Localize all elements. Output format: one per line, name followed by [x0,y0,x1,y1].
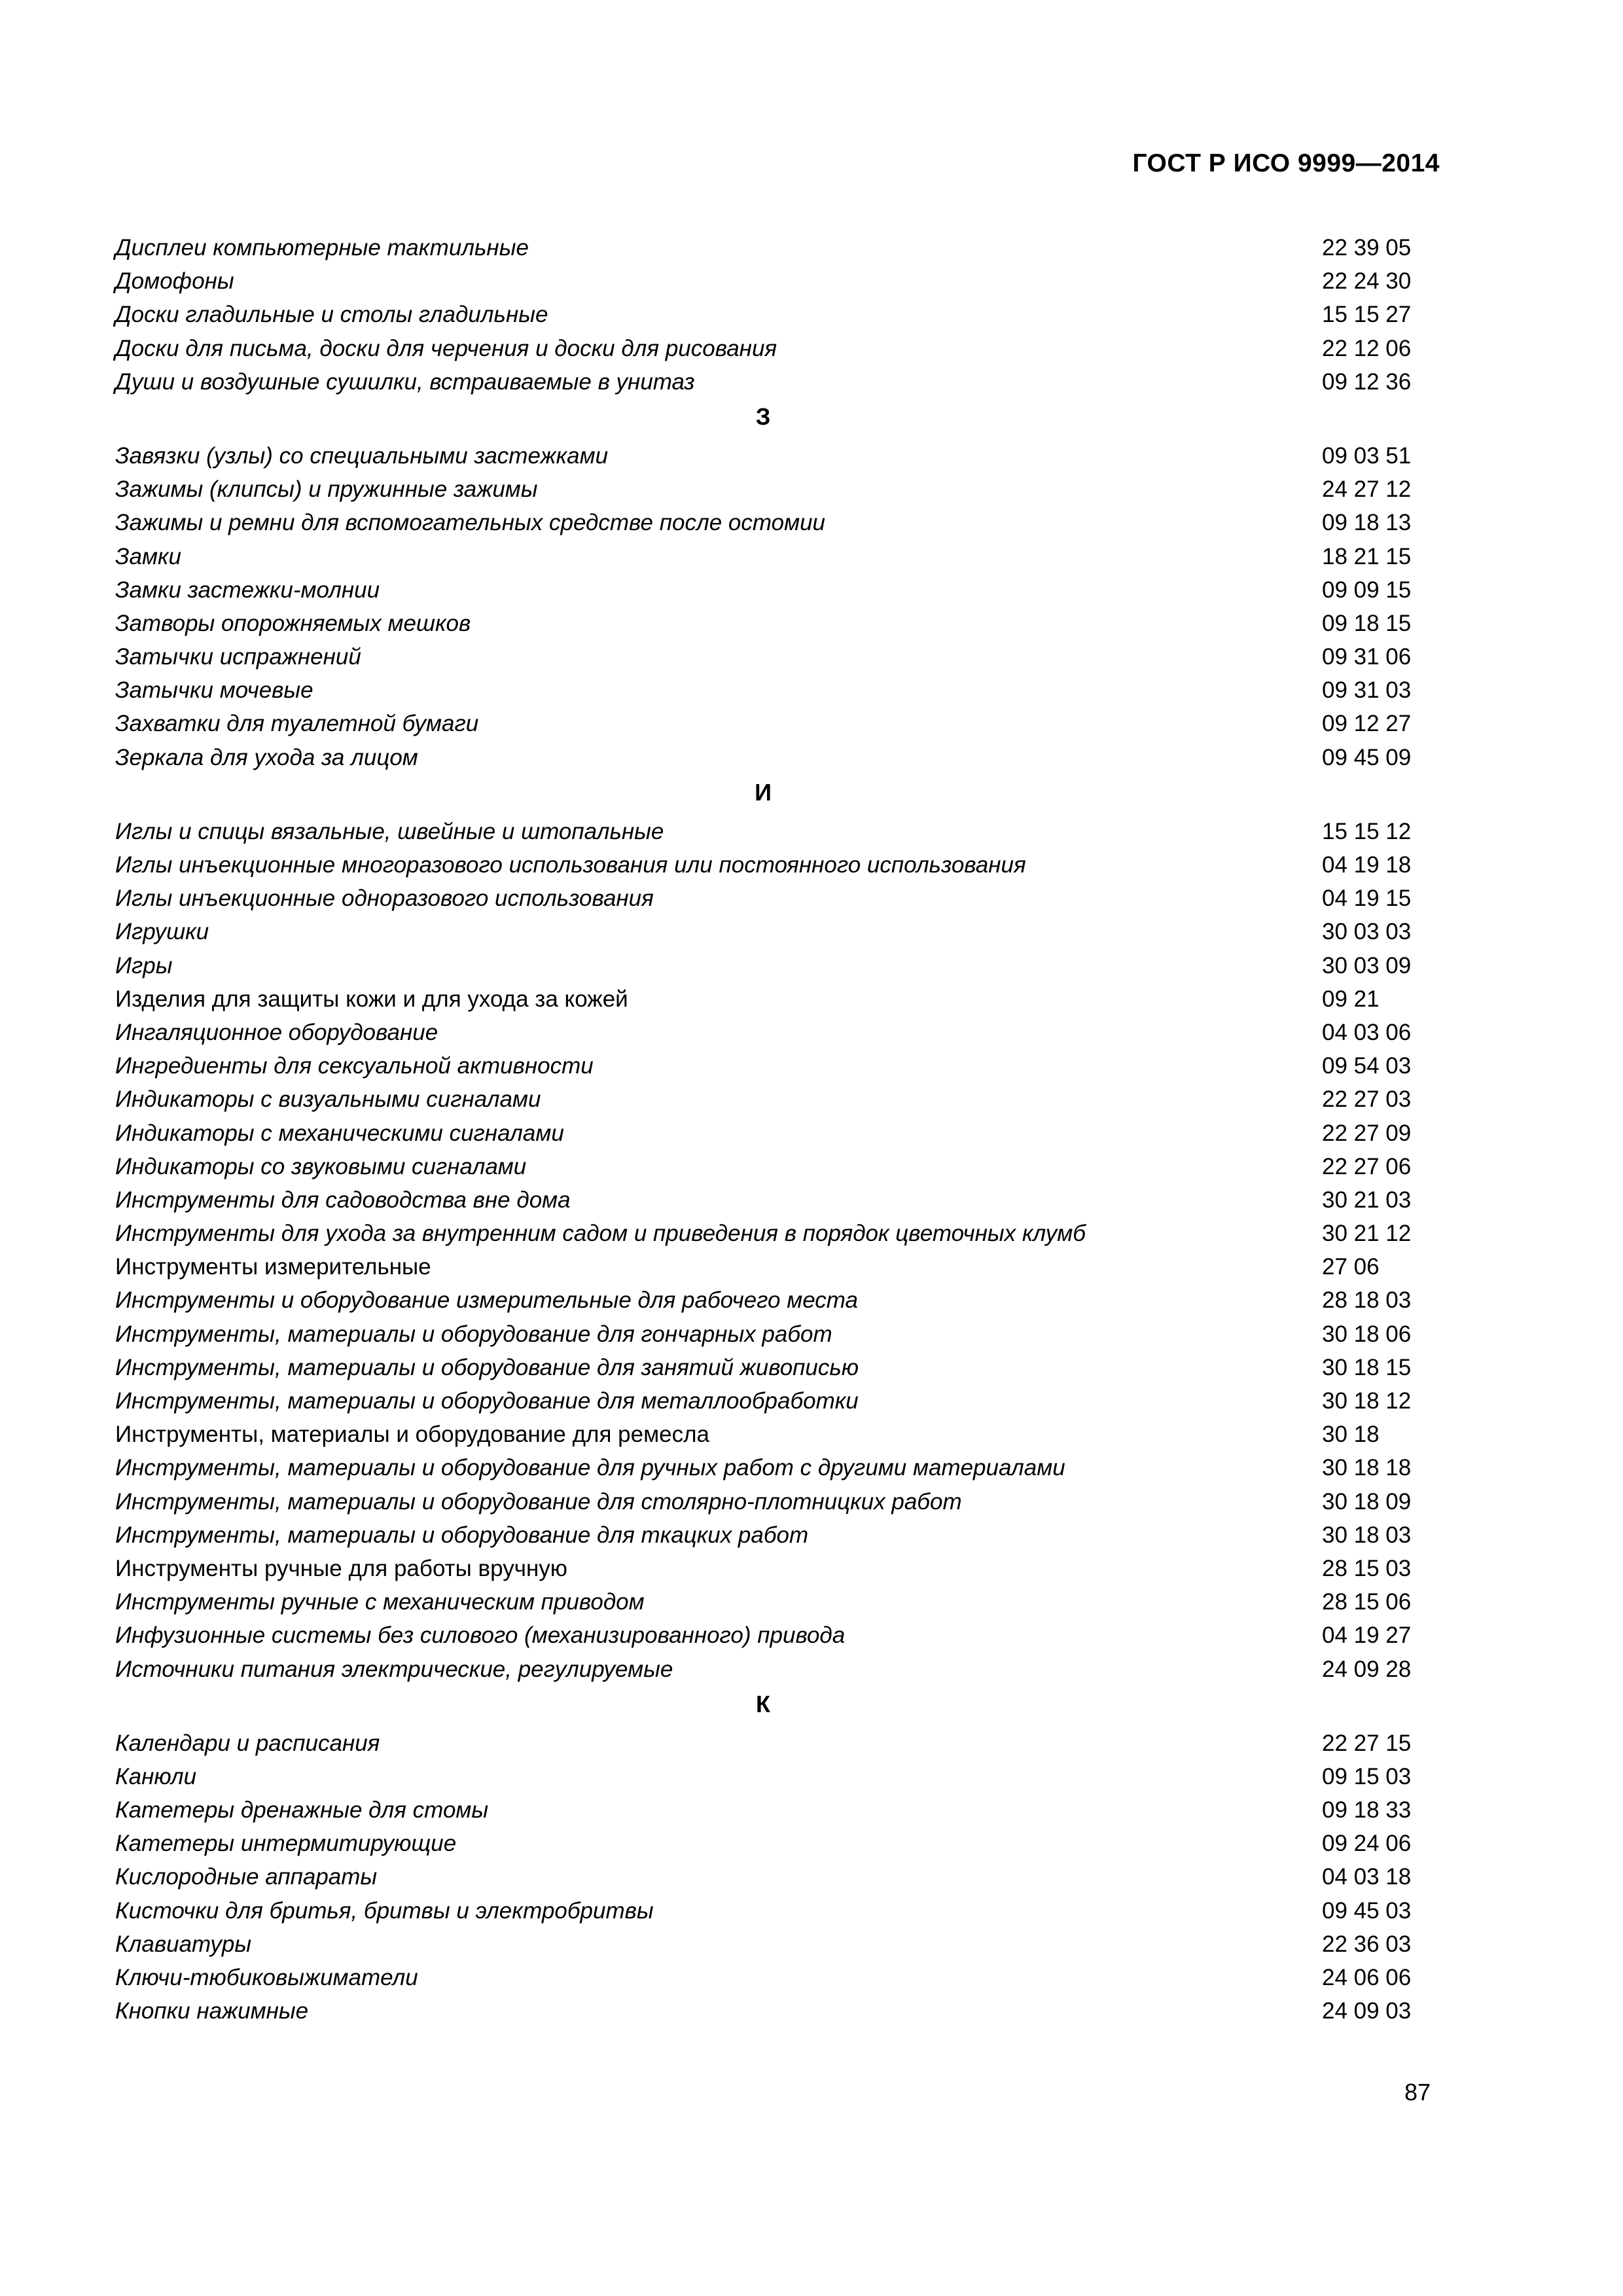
index-entry [115,1619,1431,1652]
entry-term: Инструменты для садоводства вне дома [115,1187,571,1213]
index-entry [115,1485,1431,1518]
entry-code: 09 18 15 [1322,610,1412,636]
entry-term: Игрушки [115,919,209,945]
entry-code: 30 21 12 [1322,1221,1412,1247]
entry-code: 30 18 12 [1322,1388,1412,1414]
entry-code: 30 18 09 [1322,1488,1412,1515]
entry-code: 30 18 18 [1322,1455,1412,1481]
entry-term: Зажимы и ремни для вспомогательных средстве после остомии [115,510,825,536]
entry-code: 09 21 [1322,986,1380,1012]
entry-term: Катетеры дренажные для стомы [115,1797,489,1823]
entry-code: 24 27 12 [1322,476,1412,503]
entry-code: 24 06 06 [1322,1965,1412,1990]
index-entry [115,1183,1431,1217]
index-entry [115,640,1431,673]
entry-term: Катетеры интермитирующие [115,1831,457,1857]
entry-code: 22 27 03 [1322,1086,1412,1113]
entry-code: 27 06 [1322,1254,1380,1280]
entry-code: 22 24 30 [1322,268,1412,295]
entry-code: 30 18 15 [1322,1354,1412,1380]
entry-term: Инструменты, материалы и оборудование для металлообработки [115,1388,859,1414]
index-entry [115,1083,1431,1116]
index-entry [115,1793,1431,1827]
entry-term: Инструменты, материалы и оборудование для столярно-плотницких работ [115,1488,962,1515]
index-list [115,231,1431,2028]
entry-code: 22 27 09 [1322,1120,1412,1146]
entry-term: Дисплеи компьютерные тактильные [115,235,529,260]
entry-term: Затычки испражнений [115,644,361,670]
entry-code: 09 45 03 [1322,1897,1412,1924]
index-section [115,231,1431,399]
index-entry [115,673,1431,707]
section-letter: И [755,778,772,806]
entry-term: Инструменты, материалы и оборудование для гончарных работ [115,1321,832,1347]
entry-code: 09 12 36 [1322,368,1412,395]
entry-term: Источники питания электрические, регулируемые [115,1656,673,1682]
index-entry [115,506,1431,539]
entry-code: 09 31 06 [1322,644,1412,670]
entry-term: Инструменты и оборудование измерительные для рабочего места [115,1287,859,1314]
entry-term: Индикаторы с механическими сигналами [115,1120,564,1146]
entry-term: Кисточки для бритья, бритвы и электробритвы [115,1897,654,1924]
entry-term: Инструменты измерительные [115,1254,431,1280]
entry-term: Ключи-тюбиковыжиматели [115,1965,418,1990]
entry-term: Инструменты для ухода за внутренним садом и приведения в порядок цветочных клумб [115,1221,1086,1247]
index-entry [115,848,1431,882]
index-entry [115,815,1431,848]
index-entry [115,741,1431,774]
index-entry [115,1250,1431,1283]
entry-code: 28 15 03 [1322,1555,1412,1581]
section-letter: З [755,403,771,430]
index-entry [115,1016,1431,1049]
index-entry [115,1653,1431,1686]
entry-code: 30 21 03 [1322,1187,1412,1213]
entry-code: 09 09 15 [1322,577,1412,603]
index-entry [115,1318,1431,1351]
entry-code: 24 09 28 [1322,1656,1412,1682]
entry-term: Кислородные аппараты [115,1864,378,1890]
entry-code: 22 27 06 [1322,1153,1412,1179]
entry-term: Клавиатуры [115,1931,252,1957]
entry-term: Инструменты ручные с механическим приводом [115,1589,645,1615]
index-entry [115,1418,1431,1451]
index-entry [115,1894,1431,1928]
entry-code: 22 12 06 [1322,335,1412,361]
entry-term: Затычки мочевые [115,677,313,704]
entry-term: Инструменты, материалы и оборудование для ткацких работ [115,1522,809,1548]
entry-code: 09 54 03 [1322,1053,1412,1079]
entry-code: 24 09 03 [1322,1998,1412,2024]
index-entry [115,1860,1431,1893]
index-entry [115,332,1431,365]
entry-code: 09 24 06 [1322,1831,1412,1857]
entry-term: Замки [115,543,181,569]
index-entry [115,1518,1431,1552]
entry-code: 30 18 06 [1322,1321,1412,1347]
entry-code: 30 03 09 [1322,952,1412,978]
index-section [115,1686,1431,2028]
index-entry [115,264,1431,298]
entry-term: Домофоны [115,268,234,295]
entry-term: Индикаторы с визуальными сигналами [115,1086,541,1113]
page-number: 87 [1404,2079,1431,2106]
entry-term: Инфузионные системы без силового (механизированного) привода [115,1623,846,1649]
entry-term: Зажимы (клипсы) и пружинные зажимы [115,476,538,503]
entry-term: Доски гладильные и столы гладильные [115,302,548,328]
index-entry [115,365,1431,399]
entry-code: 15 15 27 [1322,302,1412,328]
index-entry [115,1384,1431,1418]
index-entry [115,298,1431,331]
index-section [115,399,1431,774]
entry-term: Иглы и спицы вязальные, швейные и штопальные [115,818,664,844]
entry-term: Инструменты, материалы и оборудование для занятий живописью [115,1354,859,1380]
index-entry [115,1451,1431,1484]
entry-code: 28 18 03 [1322,1287,1412,1314]
entry-code: 09 18 33 [1322,1797,1412,1823]
entry-term: Ингаляционное оборудование [115,1019,438,1045]
entry-code: 09 31 03 [1322,677,1412,704]
entry-term: Инструменты, материалы и оборудование для ручных работ с другими материалами [115,1455,1065,1481]
entry-term: Кнопки нажимные [115,1998,309,2024]
entry-code: 09 45 09 [1322,744,1412,770]
index-entry [115,1994,1431,2028]
entry-code: 15 15 12 [1322,818,1412,844]
index-entry [115,231,1431,264]
entry-term: Зеркала для ухода за лицом [115,744,418,770]
index-entry [115,607,1431,640]
entry-code: 09 03 51 [1322,442,1412,469]
entry-term: Завязки (узлы) со специальными застежками [115,442,609,469]
index-entry [115,1217,1431,1250]
index-entry [115,707,1431,740]
entry-code: 28 15 06 [1322,1589,1412,1615]
document-header: ГОСТ Р ИСО 9999—2014 [1132,149,1440,177]
index-entry [115,915,1431,948]
index-entry [115,1928,1431,1961]
section-letter: К [756,1690,770,1717]
index-entry [115,1351,1431,1384]
index-entry [115,1585,1431,1619]
index-entry [115,1827,1431,1860]
entry-term: Затворы опорожняемых мешков [115,610,471,636]
entry-term: Индикаторы со звуковыми сигналами [115,1153,527,1179]
index-entry [115,1283,1431,1317]
index-entry [115,1150,1431,1183]
index-entry [115,1760,1431,1793]
entry-term: Доски для письма, доски для черчения и доски для рисования [115,335,777,361]
entry-term: Игры [115,952,173,978]
entry-code: 22 39 05 [1322,235,1412,260]
entry-term: Замки застежки-молнии [115,577,380,603]
index-entry [115,540,1431,573]
entry-code: 04 19 15 [1322,886,1412,912]
index-entry [115,982,1431,1016]
entry-code: 04 03 06 [1322,1019,1412,1045]
index-entry [115,1961,1431,1994]
index-entry [115,1117,1431,1150]
entry-term: Канюли [115,1763,197,1789]
entry-code: 30 03 03 [1322,919,1412,945]
index-entry [115,473,1431,506]
entry-code: 09 15 03 [1322,1763,1412,1789]
entry-term: Ингредиенты для сексуальной активности [115,1053,594,1079]
index-entry [115,1552,1431,1585]
entry-term: Инструменты, материалы и оборудование для ремесла [115,1422,709,1448]
index-section [115,774,1431,1686]
entry-code: 04 19 18 [1322,852,1412,878]
entry-term: Календари и расписания [115,1730,380,1756]
entry-code: 04 03 18 [1322,1864,1412,1890]
entry-code: 22 36 03 [1322,1931,1412,1957]
entry-code: 09 12 27 [1322,711,1412,737]
index-entry [115,439,1431,473]
entry-code: 04 19 27 [1322,1623,1412,1649]
entry-code: 22 27 15 [1322,1730,1412,1756]
index-entry [115,882,1431,915]
entry-term: Души и воздушные сушилки, встраиваемые в унитаз [115,368,695,395]
entry-term: Инструменты ручные для работы вручную [115,1555,568,1581]
entry-code: 30 18 [1322,1422,1380,1448]
entry-term: Захватки для туалетной бумаги [115,711,479,737]
index-entry [115,573,1431,607]
entry-code: 30 18 03 [1322,1522,1412,1548]
entry-term: Иглы инъекционные многоразового использования или постоянного использования [115,852,1026,878]
index-entry [115,1049,1431,1083]
entry-code: 18 21 15 [1322,543,1412,569]
entry-term: Иглы инъекционные одноразового использования [115,886,654,912]
entry-term: Изделия для защиты кожи и для ухода за кожей [115,986,628,1012]
index-entry [115,1727,1431,1760]
entry-code: 09 18 13 [1322,510,1412,536]
index-entry [115,949,1431,982]
